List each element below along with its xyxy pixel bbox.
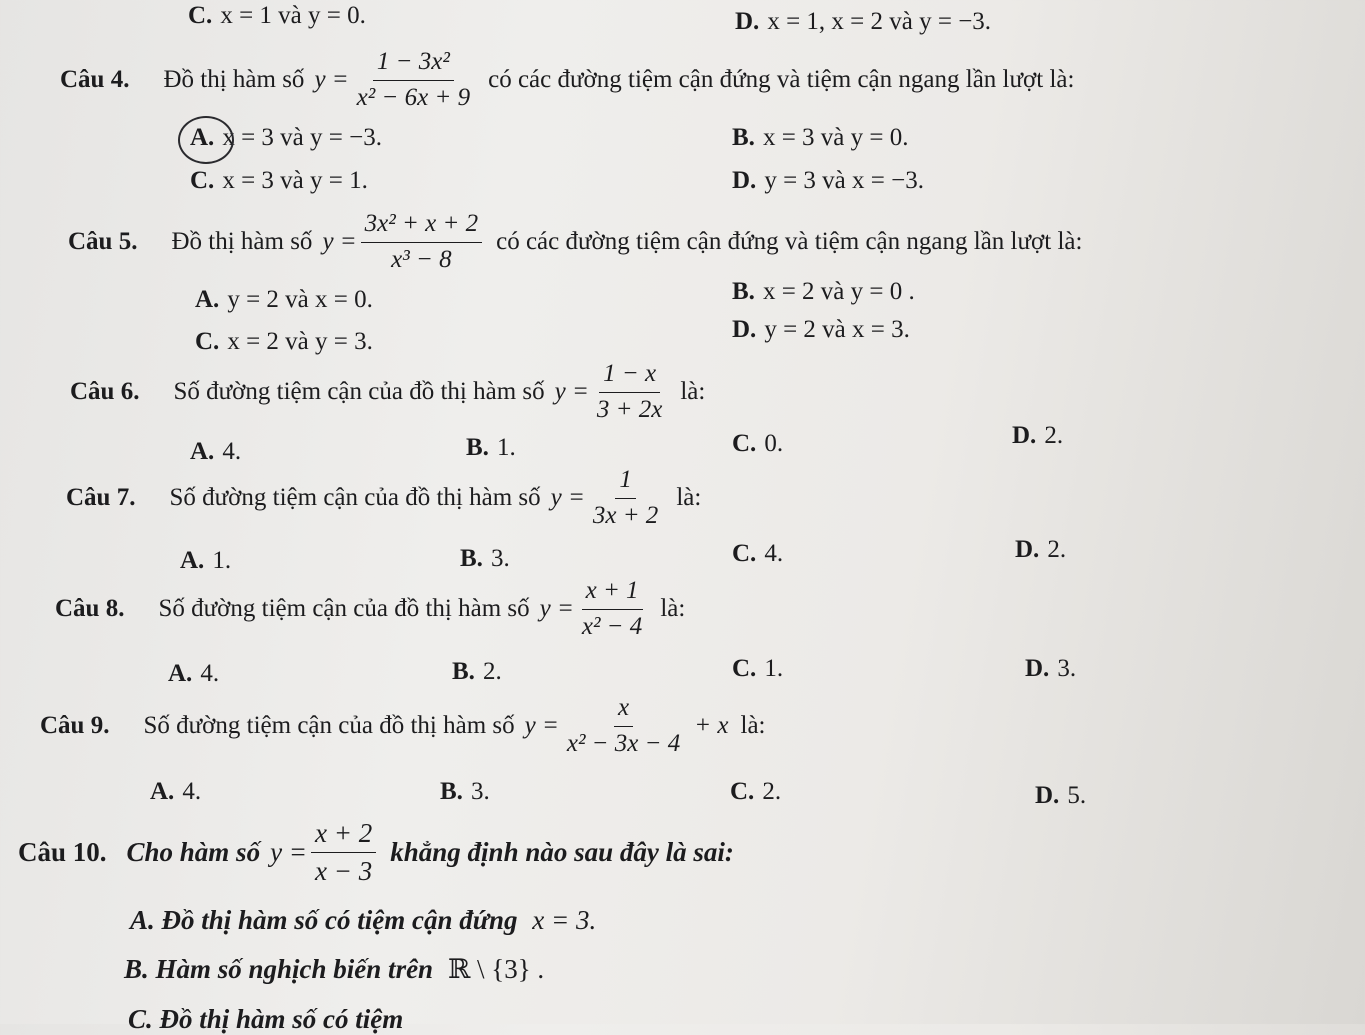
question-label: Câu 4. <box>60 66 130 94</box>
option-text: x = 1 và y = 0. <box>220 2 366 29</box>
option-letter: C. <box>190 167 215 194</box>
option-text: 4. <box>200 660 220 687</box>
function-fraction <box>593 360 666 425</box>
option-letter: D. <box>1012 422 1037 449</box>
q5-option-d <box>732 316 910 344</box>
question-7 <box>66 466 701 531</box>
function-lhs: y = <box>554 378 589 406</box>
option-text: x = 1, x = 2 và y = −3. <box>767 8 992 35</box>
q8-option-a <box>168 660 219 688</box>
option-letter: B. <box>732 124 755 151</box>
prev-option-d <box>735 8 991 36</box>
q4-option-c <box>190 167 368 195</box>
option-text: 5. <box>1067 782 1087 809</box>
question-6 <box>70 360 705 425</box>
option-letter: A. <box>168 660 193 687</box>
function-fraction <box>578 577 646 642</box>
option-letter: C. <box>732 655 757 682</box>
option-letter: B. <box>124 954 149 984</box>
function-fraction <box>361 210 482 275</box>
option-letter: A. <box>180 547 205 574</box>
option-text: 4. <box>764 540 784 567</box>
option-letter: A. <box>190 124 215 151</box>
question-label: Câu 5. <box>68 228 138 256</box>
fraction-numerator: x <box>614 694 633 727</box>
q6-option-d <box>1012 422 1063 450</box>
fraction-numerator: x + 1 <box>582 577 643 610</box>
handwritten-circle-mark <box>178 116 234 164</box>
option-letter: D. <box>1015 536 1040 563</box>
question-suffix: là: <box>676 484 702 512</box>
option-text: y = 2 và x = 0. <box>227 286 373 313</box>
q6-option-c <box>732 430 783 458</box>
option-letter: D. <box>1035 782 1060 809</box>
q9-option-d <box>1035 782 1086 810</box>
option-letter: C. <box>732 540 757 567</box>
q7-option-c <box>732 540 783 568</box>
option-letter: C. <box>730 778 755 805</box>
question-suffix: có các đường tiệm cận đứng và tiệm cận ngang lần lượt là: <box>488 66 1075 94</box>
option-letter: B. <box>460 545 483 572</box>
fraction-denominator: 3 + 2x <box>596 395 663 423</box>
q9-option-c <box>730 778 781 806</box>
option-letter: C. <box>195 328 220 355</box>
q4-option-a <box>190 124 382 152</box>
function-lhs: y = <box>314 66 349 94</box>
option-text: 1. <box>212 547 232 574</box>
option-math: x = 3. <box>532 905 597 935</box>
option-letter: D. <box>735 8 760 35</box>
question-text: Số đường tiệm cận của đồ thị hàm số <box>143 712 515 740</box>
q10-option-b <box>124 954 544 985</box>
function-tail: + x <box>694 712 729 740</box>
q4-option-d <box>732 167 924 195</box>
fraction-numerator: 1 − x <box>599 360 660 393</box>
q5-option-a <box>195 286 373 314</box>
option-text: 4. <box>182 778 202 805</box>
question-label: Câu 9. <box>40 712 110 740</box>
option-text: 2. <box>1044 422 1064 449</box>
option-letter: A. <box>190 438 215 465</box>
option-letter: D. <box>732 316 757 343</box>
question-label: Câu 10. <box>18 837 107 868</box>
option-text: 3. <box>470 778 490 805</box>
option-letter: C. <box>732 430 757 457</box>
fraction-numerator: 1 − 3x² <box>373 48 454 81</box>
question-suffix: là: <box>660 595 686 623</box>
question-4 <box>60 48 1074 113</box>
option-text: 2. <box>1047 536 1067 563</box>
option-letter: A. <box>130 905 155 935</box>
q8-option-b <box>452 658 502 686</box>
option-letter: A. <box>195 286 220 313</box>
function-lhs: y = <box>524 712 559 740</box>
question-8 <box>55 577 685 642</box>
function-fraction <box>353 48 474 113</box>
option-text: 1. <box>764 655 784 682</box>
fraction-numerator: 3x² + x + 2 <box>361 210 482 243</box>
question-suffix: có các đường tiệm cận đứng và tiệm cận ngang lần lượt là: <box>496 228 1083 256</box>
option-text: 1. <box>496 434 516 461</box>
q7-option-b <box>460 545 510 573</box>
q9-option-a <box>150 778 201 806</box>
option-text: x = 2 và y = 3. <box>227 328 373 355</box>
question-text: Số đường tiệm cận của đồ thị hàm số <box>169 484 541 512</box>
option-text: x = 3 và y = −3. <box>222 124 382 151</box>
option-text: 3. <box>490 545 510 572</box>
q8-option-c <box>732 655 783 683</box>
question-text: Số đường tiệm cận của đồ thị hàm số <box>173 378 545 406</box>
question-suffix: khẳng định nào sau đây là sai: <box>390 837 734 868</box>
option-text: x = 3 và y = 0. <box>762 124 909 151</box>
option-letter: D. <box>1025 655 1050 682</box>
prev-option-c <box>188 2 366 30</box>
option-letter: B. <box>732 278 755 305</box>
function-lhs: y = <box>539 595 574 623</box>
question-10 <box>18 818 734 887</box>
question-5 <box>68 210 1082 275</box>
option-text: y = 2 và x = 3. <box>764 316 910 343</box>
q6-option-b <box>466 434 516 462</box>
option-text: x = 2 và y = 0 . <box>762 278 915 305</box>
fraction-denominator: x − 3 <box>315 856 373 887</box>
q6-option-a <box>190 438 241 466</box>
function-fraction <box>589 466 662 531</box>
option-letter: D. <box>732 167 757 194</box>
q4-option-b <box>732 124 908 152</box>
q7-option-a <box>180 547 231 575</box>
function-lhs: y = <box>550 484 585 512</box>
q10-option-a <box>130 905 596 936</box>
option-letter: B. <box>440 778 463 805</box>
function-fraction <box>563 694 684 759</box>
option-letter: A. <box>150 778 175 805</box>
question-label: Câu 7. <box>66 484 136 512</box>
question-text: Số đường tiệm cận của đồ thị hàm số <box>158 595 530 623</box>
option-text: y = 3 và x = −3. <box>764 167 924 194</box>
option-letter: B. <box>452 658 475 685</box>
q10-option-c-partial <box>128 1004 403 1035</box>
fraction-denominator: x² − 3x − 4 <box>566 729 681 757</box>
fraction-numerator: x + 2 <box>311 818 376 853</box>
function-fraction <box>311 818 376 887</box>
option-text: Đồ thị hàm số có tiệm <box>159 1004 404 1034</box>
option-text: 0. <box>764 430 784 457</box>
fraction-denominator: x² − 4 <box>581 612 643 640</box>
option-text: Đồ thị hàm số có tiệm cận đứng <box>161 905 518 935</box>
q5-option-c <box>195 328 373 356</box>
fraction-denominator: x³ − 8 <box>391 245 452 273</box>
option-text: 4. <box>222 438 242 465</box>
function-lhs: y = <box>322 228 357 256</box>
option-letter: C. <box>128 1004 153 1034</box>
option-math: ℝ \ {3} . <box>447 954 545 984</box>
option-letter: C. <box>188 2 213 29</box>
question-text: Đồ thị hàm số <box>171 228 313 256</box>
option-text: Hàm số nghịch biến trên <box>155 954 434 984</box>
fraction-numerator: 1 <box>615 466 636 499</box>
question-suffix: là: <box>740 712 766 740</box>
question-label: Câu 6. <box>70 378 140 406</box>
fraction-denominator: x² − 6x + 9 <box>356 83 471 111</box>
option-text: 2. <box>762 778 782 805</box>
option-text: x = 3 và y = 1. <box>222 167 368 194</box>
question-9 <box>40 694 766 759</box>
q5-option-b <box>732 278 915 306</box>
fraction-denominator: 3x + 2 <box>592 501 659 529</box>
question-text: Đồ thị hàm số <box>163 66 305 94</box>
option-letter: B. <box>466 434 489 461</box>
question-label: Câu 8. <box>55 595 125 623</box>
option-text: 2. <box>482 658 502 685</box>
q7-option-d <box>1015 536 1066 564</box>
option-text: 3. <box>1057 655 1077 682</box>
question-text: Cho hàm số <box>126 837 261 868</box>
q8-option-d <box>1025 655 1076 683</box>
question-suffix: là: <box>680 378 706 406</box>
function-lhs: y = <box>270 837 308 868</box>
q9-option-b <box>440 778 490 806</box>
